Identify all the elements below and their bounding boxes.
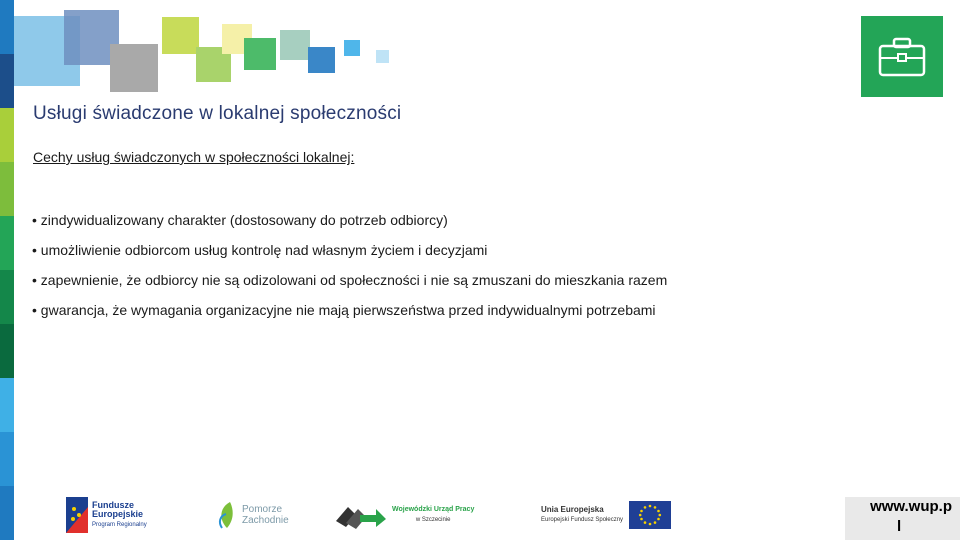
strip-segment xyxy=(0,432,14,486)
bullet-list xyxy=(32,205,667,325)
fe-line2: Europejskie xyxy=(92,508,144,519)
bullet-item: • umożliwienie odbiorcom usług kontrolę nad własnym życiem i decyzjami xyxy=(32,242,488,258)
deco-square xyxy=(376,50,389,63)
fundusze-europejskie-logo xyxy=(66,495,147,535)
wup-line2: w Szczecinie xyxy=(415,517,451,523)
website-line2: l xyxy=(897,518,902,535)
strip-segment xyxy=(0,54,14,108)
wup-szczecin-logo xyxy=(336,495,474,535)
eu-flag-icon xyxy=(629,501,671,529)
deco-square xyxy=(110,44,158,92)
eu-line1: Unia Europejska xyxy=(541,505,604,514)
bullet-item: • zindywidualizowany charakter (dostosowany do potrzeb odbiorcy) xyxy=(32,212,448,228)
website-link[interactable] xyxy=(845,497,960,540)
deco-square xyxy=(280,30,310,60)
bullet-item: • zapewnienie, że odbiorcy nie są odizolowani od społeczności i nie są zmuszani do mieszkania razem xyxy=(32,272,668,288)
left-color-strip xyxy=(0,0,14,540)
briefcase-icon xyxy=(877,37,927,77)
pomorze-zachodnie-logo xyxy=(216,495,289,535)
strip-segment xyxy=(0,108,14,162)
strip-segment xyxy=(0,378,14,432)
strip-segment xyxy=(0,162,14,216)
deco-square xyxy=(162,17,199,54)
pomorze-leaf-icon xyxy=(216,500,238,530)
deco-square xyxy=(344,40,360,56)
strip-segment xyxy=(0,0,14,54)
deco-square xyxy=(308,47,335,73)
strip-segment xyxy=(0,486,14,540)
eu-line2: Europejski Fundusz Społeczny xyxy=(541,517,624,523)
wup-line1: Wojewódzki Urząd Pracy xyxy=(392,506,475,513)
bullet-item: • gwarancja, że wymagania organizacyjne nie mają pierwszeństwa przed indywidualnymi potrzebami xyxy=(32,302,656,318)
strip-segment xyxy=(0,216,14,270)
pomorze-line2: Zachodnie xyxy=(242,515,289,526)
slide-subtitle: Cechy usług świadczonych w społeczności lokalnej: xyxy=(33,149,355,165)
fe-line1: Fundusze xyxy=(92,499,134,510)
strip-segment xyxy=(0,270,14,324)
deco-square xyxy=(244,38,276,70)
eu-logo xyxy=(541,495,671,535)
strip-segment xyxy=(0,324,14,378)
slide-title: Usługi świadczone w lokalnej społeczności xyxy=(33,103,402,124)
website-line1: www.wup.p xyxy=(870,498,952,515)
wup-arrows-icon xyxy=(336,501,386,529)
fe-line3: Program Regionalny xyxy=(92,521,147,528)
fe-flag-icon xyxy=(66,497,88,533)
briefcase-badge xyxy=(861,16,943,97)
pomorze-line1: Pomorze xyxy=(242,504,283,515)
